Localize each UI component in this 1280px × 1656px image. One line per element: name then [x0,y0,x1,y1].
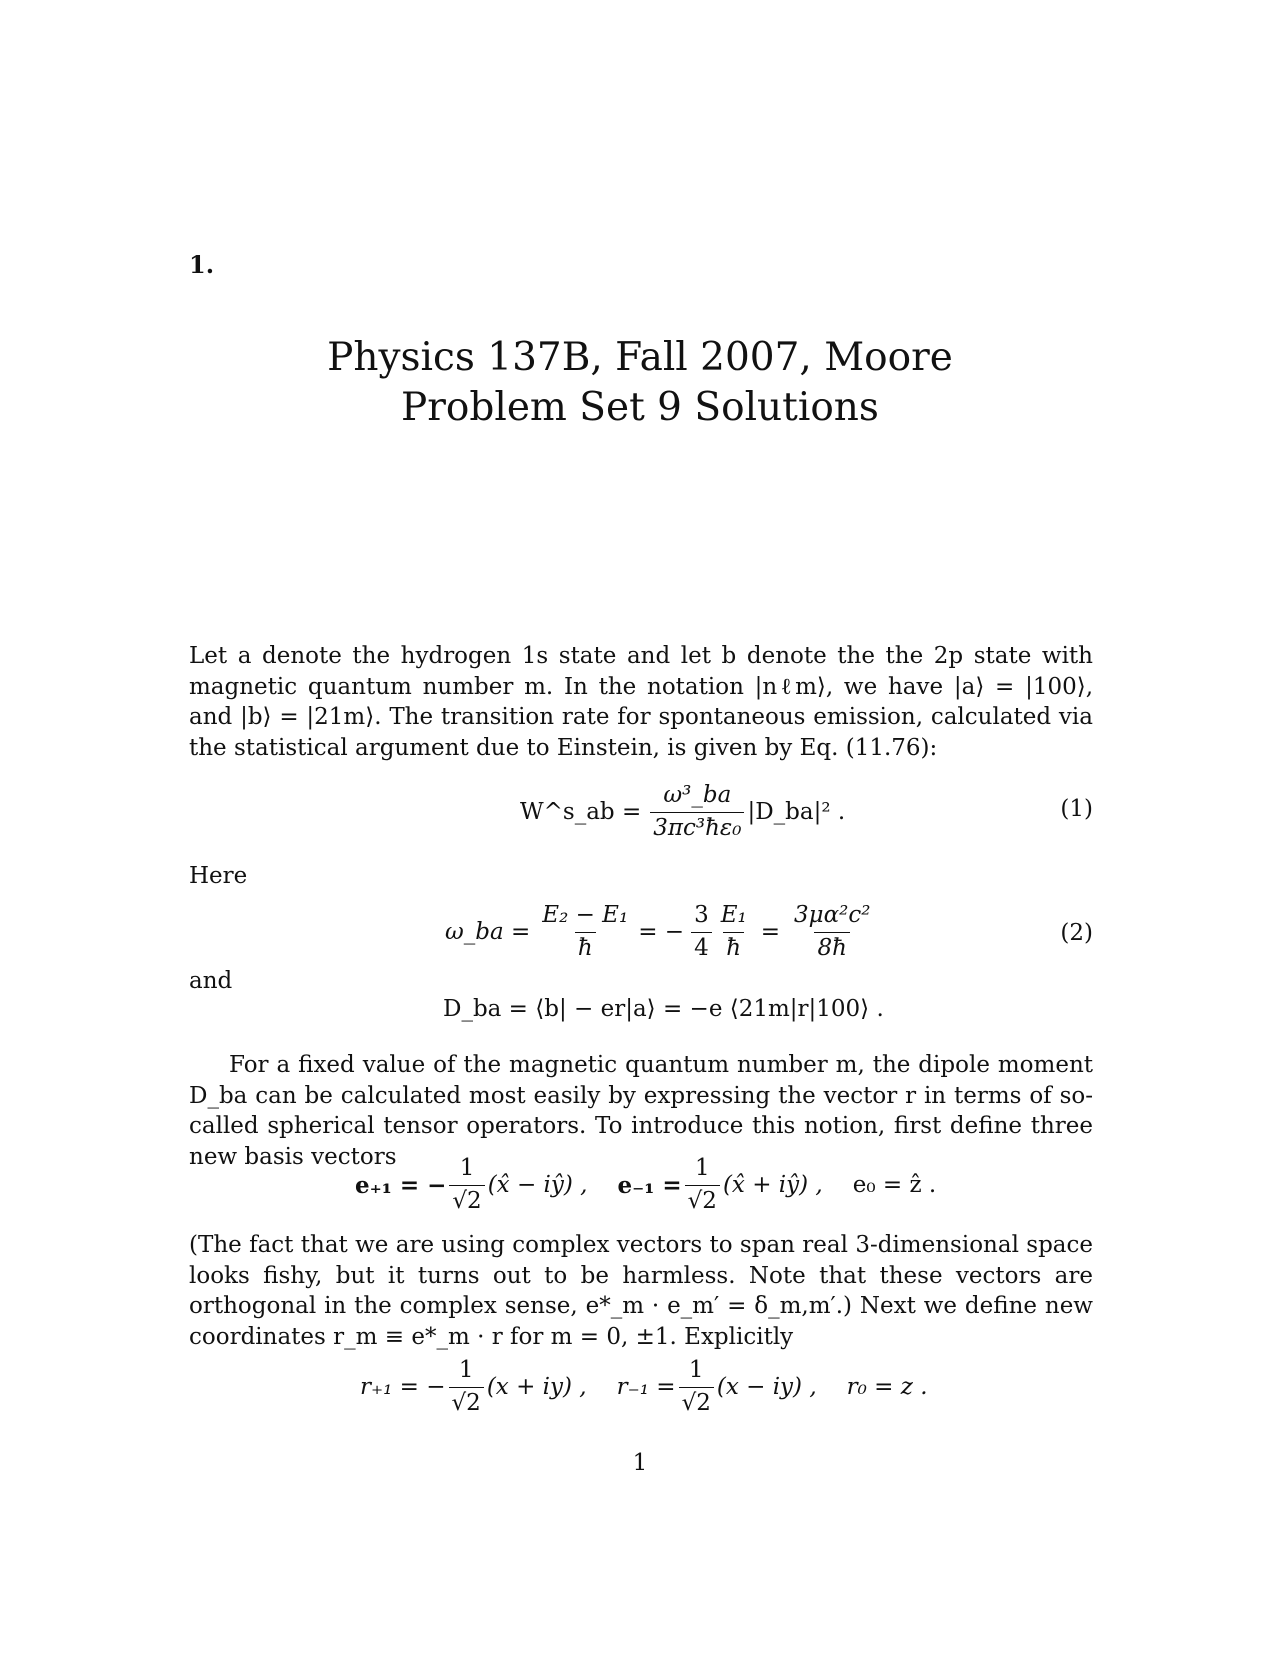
eq1-rhs: |D_ba|² . [747,799,846,825]
eq5-t2-lhs: r₋₁ = [616,1374,676,1400]
eq5-t3: r₀ = z . [846,1374,928,1400]
eq5-t1-denominator: √2 [449,1387,484,1416]
paragraph-dipole: For a fixed value of the magnetic quantum number m, the dipole moment D_ba can be calculated most easily by expressing the vector r in terms of so-called spherical tensor operators. To introduce this notion, first define three new basis vectors [189,1052,1093,1170]
eq5-t2-denominator: √2 [679,1387,714,1416]
eq2-fraction-4 [791,903,873,961]
eq5-t1-fraction [449,1358,484,1416]
eq5-t2-rhs: (x − iy) , [716,1374,817,1400]
eq5-t2-numerator: 1 [688,1357,704,1384]
eq4-t1-lhs: e₊₁ = − [355,1171,447,1199]
eq2-fraction-2 [691,903,712,961]
eq2-fraction-3 [718,903,750,961]
eq2-lhs: ω_ba = [445,919,531,945]
eq2-f2-denominator: 4 [691,932,712,961]
equation-1 [520,782,845,842]
eq2-f3-numerator: E₁ [720,902,747,929]
eq1-numerator: ω³_ba [663,782,732,809]
equation-2 [445,900,876,964]
title-line-2: Problem Set 9 Solutions [401,385,879,430]
equation-number-2: (2) [1060,920,1093,946]
eq5-t2-fraction [679,1358,714,1416]
eq4-t3: e₀ = ẑ . [852,1172,937,1198]
eq2-f4-numerator: 3μα²c² [794,902,871,929]
eq5-t1-numerator: 1 [458,1357,474,1384]
eq2-f2-numerator: 3 [694,902,709,929]
eq4-t2-denominator: √2 [685,1185,720,1214]
eq4-t1-denominator: √2 [449,1185,484,1214]
eq4-t1-numerator: 1 [459,1155,475,1182]
paragraph-complex-vectors: (The fact that we are using complex vectors to span real 3-dimensional space looks fishy, but it turns out to be harmless. Note that these vectors are orthogonal in the complex sense, e*_m · e_m′ = δ_m,m′.) Next we define new coordinates r_m ≡ e*_m · r for m = 0, ±1. Explicitly [189,1232,1093,1350]
equation-basis-vectors [355,1152,936,1218]
eq4-t1-fraction [449,1156,484,1214]
paragraph-intro: Let a denote the hydrogen 1s state and let b denote the the 2p state with magnetic quantum number m. In the notation |nℓm⟩, we have |a⟩ = |100⟩, and |b⟩ = |21m⟩. The transition rate for spontaneous emission, calculated via the statistical argument due to Einstein, is given by Eq. (11.76): [189,643,1093,761]
eq4-t1-rhs: (x̂ − iŷ) , [487,1172,588,1198]
equation-number-1: (1) [1060,796,1093,822]
eq1-lhs: W^s_ab = [520,799,642,825]
eq2-equals-minus: = − [638,919,685,945]
page-number: 1 [632,1450,648,1476]
eq4-t2-lhs: e₋₁ = [617,1171,682,1199]
eq1-fraction [650,783,744,841]
label-here: Here [189,863,248,889]
eq2-f3-denominator: ħ [723,932,744,961]
eq3-body: D_ba = ⟨b| − er|a⟩ = −e ⟨21m|r|100⟩ . [443,996,884,1022]
eq4-t2-numerator: 1 [694,1155,710,1182]
eq2-f1-numerator: E₂ − E₁ [542,902,629,929]
eq2-equals: = [760,919,780,945]
equation-spherical-coords [360,1354,928,1420]
eq2-fraction-1 [539,903,631,961]
eq4-t2-fraction [685,1156,720,1214]
label-and: and [189,968,233,994]
section-number: 1. [189,250,215,279]
title-line-1: Physics 137B, Fall 2007, Moore [327,335,953,380]
equation-3 [443,996,884,1022]
eq4-t2-rhs: (x̂ + iŷ) , [722,1172,823,1198]
eq2-f1-denominator: ħ [575,932,596,961]
eq5-t1-rhs: (x + iy) , [486,1374,587,1400]
eq5-t1-lhs: r₊₁ = − [360,1374,446,1400]
eq1-denominator: 3πc³ħε₀ [650,812,744,841]
eq2-f4-denominator: 8ħ [814,932,849,961]
